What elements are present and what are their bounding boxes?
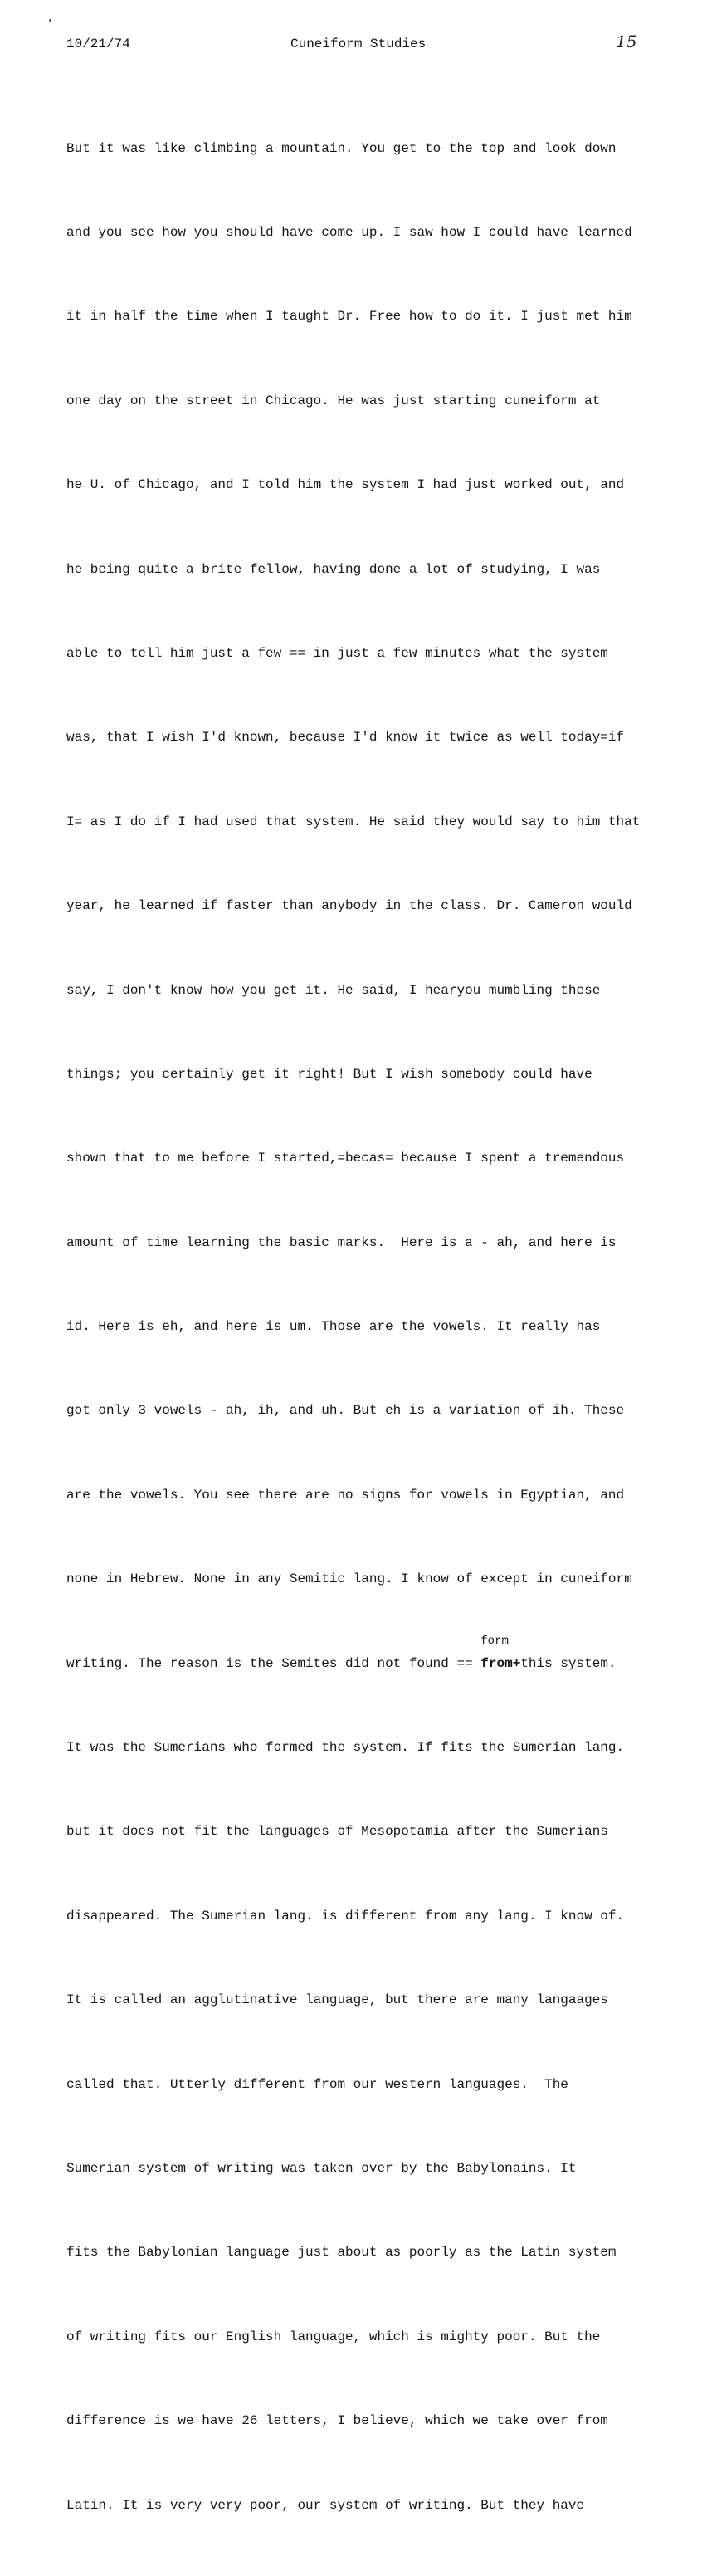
text-line: things; you certainly get it right! But I wish somebody could have [66, 1066, 592, 1082]
text-line: It was the Sumerians who formed the system. If fits the Sumerian lang. [66, 1740, 625, 1756]
text-line-with-correction [66, 1634, 680, 1679]
text-line: amount of time learning the basic marks. Here is a - ah, and here is [66, 1234, 617, 1250]
text-line: called that. Utterly different from our western languages. The [66, 2076, 568, 2092]
handwritten-page-number: 15 [616, 32, 637, 51]
text-line: he being quite a brite fellow, having done a lot of studying, I was [66, 561, 601, 577]
header-title: Cuneiform Studies [290, 37, 427, 51]
text-line: and you see how you should have come up. I saw how I could have learned [66, 224, 632, 240]
inserted-word: form [480, 1634, 509, 1648]
text-line: one day on the street in Chicago. He was just starting cuneiform at [66, 393, 601, 408]
header-date: 10/21/74 [66, 37, 130, 51]
text-line: say, I don't know how you get it. He said, I hearyou mumbling these [66, 982, 601, 998]
text-line-part: writing. The reason is the Semites did not found == [66, 1655, 481, 1671]
text-line: Sumerian system of writing was taken over by the Babylonains. It [66, 2160, 577, 2176]
text-line: Latin. It is very very poor, our system of writing. But they have [66, 2497, 585, 2513]
text-line: was, that I wish I'd known, because I'd know it twice as well today=if [66, 730, 625, 745]
text-line: shown that to me before I started,=becas= because I spent a tremendous [66, 1151, 625, 1166]
text-line: are the vowels. You see there are no signs for vowels in Egyptian, and [66, 1487, 625, 1503]
text-line: got only 3 vowels - ah, ih, and uh. But eh is a variation of ih. These [66, 1403, 625, 1419]
text-line: none in Hebrew. None in any Semitic lang. I know of except in cuneiform [66, 1572, 632, 1587]
text-line: difference is we have 26 letters, I believe, which we take over from [66, 2413, 608, 2429]
overtyped-word: from+ [480, 1655, 521, 1671]
text-line: it in half the time when I taught Dr. Free how to do it. I just met him [66, 309, 632, 325]
text-line: disappeared. The Sumerian lang. is different from any lang. I know of. [66, 1908, 625, 1923]
text-line: but it does not fit the languages of Mesopotamia after the Sumerians [66, 1824, 608, 1840]
correction [480, 1634, 521, 1679]
text-line: fits the Babylonian language just about as poorly as the Latin system [66, 2245, 617, 2261]
text-line-part: this system. [520, 1655, 617, 1671]
stray-mark [49, 19, 51, 22]
page-header [0, 32, 707, 55]
text-line: id. Here is eh, and here is um. Those are the vowels. It really has [66, 1319, 601, 1335]
text-line: year, he learned if faster than anybody in the class. Dr. Cameron would [66, 898, 632, 914]
text-line: I= as I do if I had used that system. He said they would say to him that [66, 814, 641, 829]
text-line: But it was like climbing a mountain. You get to the top and look down [66, 140, 617, 156]
text-line: It is called an agglutinative language, but there are many langaages [66, 1992, 608, 2008]
text-line: he U. of Chicago, and I told him the system I had just worked out, and [66, 477, 625, 493]
text-line: of writing fits our English language, which is mighty poor. But the [66, 2329, 601, 2344]
transcript-body [66, 79, 680, 2576]
text-line: able to tell him just a few == in just a few minutes what the system [66, 645, 608, 661]
